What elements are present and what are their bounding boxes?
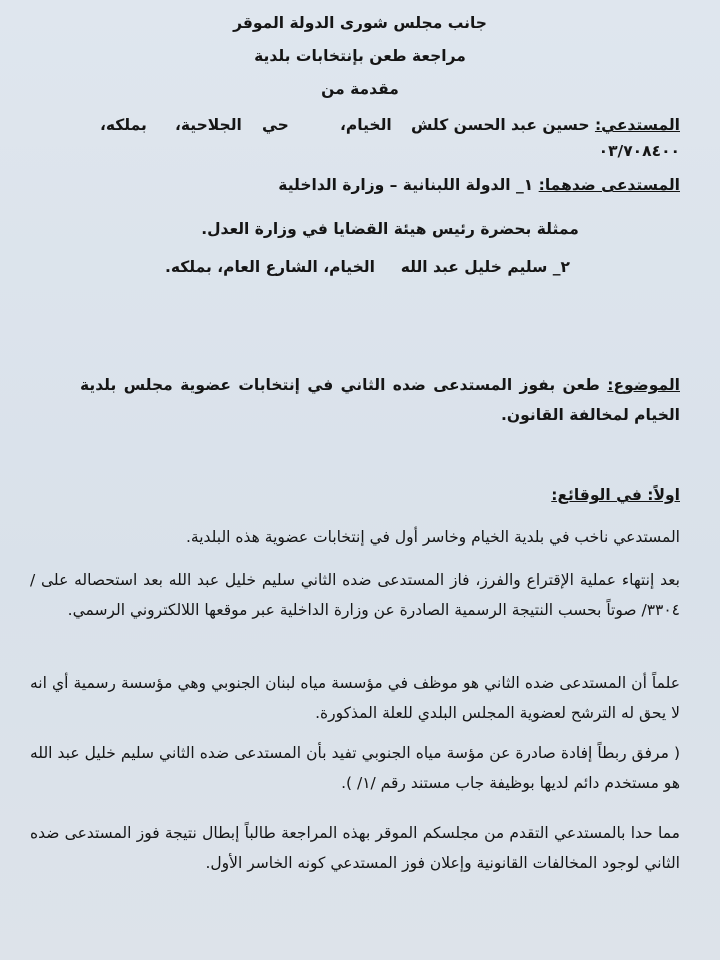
plaintiff-quarter-word: حي: [262, 116, 289, 134]
facts-paragraph: المستدعي ناخب في بلدية الخيام وخاسر أول في إنتخابات عضوية هذه البلدية.: [185, 528, 680, 546]
respondents-line: [278, 176, 680, 194]
plaintiff-property: بملكه،: [100, 116, 147, 134]
header-submitted-by: مقدمة من: [321, 80, 399, 98]
facts-paragraph: علماً أن المستدعى ضده الثاني هو موظف في مؤسسة مياه لبنان الجنوبي وهي مؤسسة رسمية أي انه لا يحق له الترشح لعضوية المجلس البلدي للعلة المذكورة.: [30, 674, 680, 722]
header-title: مراجعة طعن بإنتخابات بلدية: [254, 47, 466, 65]
respondent-first: ١_ الدولة اللبنانية – وزارة الداخلية: [278, 176, 534, 194]
facts-heading: اولاً: في الوقائع:: [551, 486, 680, 504]
facts-paragraph: بعد إنتهاء عملية الإقتراع والفرز، فاز المستدعى ضده الثاني سليم خليل عبد الله بعد استحصاله على /٣٣٠٤/ صوتاً بحسب النتيجة الرسمية الصادرة عن وزارة الداخلية عبر موقعها اللالكتروني الرسمي.: [30, 571, 680, 619]
subject-label: الموضوع:: [607, 376, 680, 394]
respondent-second-name: ٢_ سليم خليل عبد الله: [400, 258, 570, 276]
plaintiff-name: حسين عبد الحسن كلش: [410, 116, 590, 134]
respondents-label: المستدعى ضدهما:: [538, 176, 680, 194]
facts-paragraph: ( مرفق ربطاً إفادة صادرة عن مؤسة مياه الجنوبي تفيد بأن المستدعى ضده الثاني سليم خليل عبد الله هو مستخدم دائم لديها بوظيفة جاب مستند رقم /١/ ).: [30, 744, 680, 792]
plaintiff-quarter: الجلاحية،: [175, 116, 242, 134]
facts-paragraph: مما حدا بالمستدعي التقدم من مجلسكم الموقر بهذه المراجعة طالباً إبطال نتيجة فوز المستدعى ضده الثاني لوجود المخالفات القانونية وإعلان فوز المستدعي كونه الخاسر الأول.: [30, 824, 680, 872]
subject: [80, 370, 680, 430]
respondent-second-address: الخيام، الشارع العام، بملكه.: [165, 258, 375, 276]
plaintiff-town: الخيام،: [340, 116, 392, 134]
header-addressee: جانب مجلس شورى الدولة الموقر: [233, 14, 487, 32]
plaintiff-label: المستدعي:: [594, 116, 680, 134]
respondent-first-representative: ممثلة بحضرة رئيس هيئة القضايا في وزارة العدل.: [201, 220, 579, 238]
plaintiff-phone: ٠٣/٧٠٨٤٠٠: [598, 142, 680, 160]
subject-text: طعن بفوز المستدعى ضده الثاني في إنتخابات عضوية مجلس بلدية الخيام لمخالفة القانون.: [80, 376, 680, 424]
plaintiff-line: [411, 116, 680, 134]
